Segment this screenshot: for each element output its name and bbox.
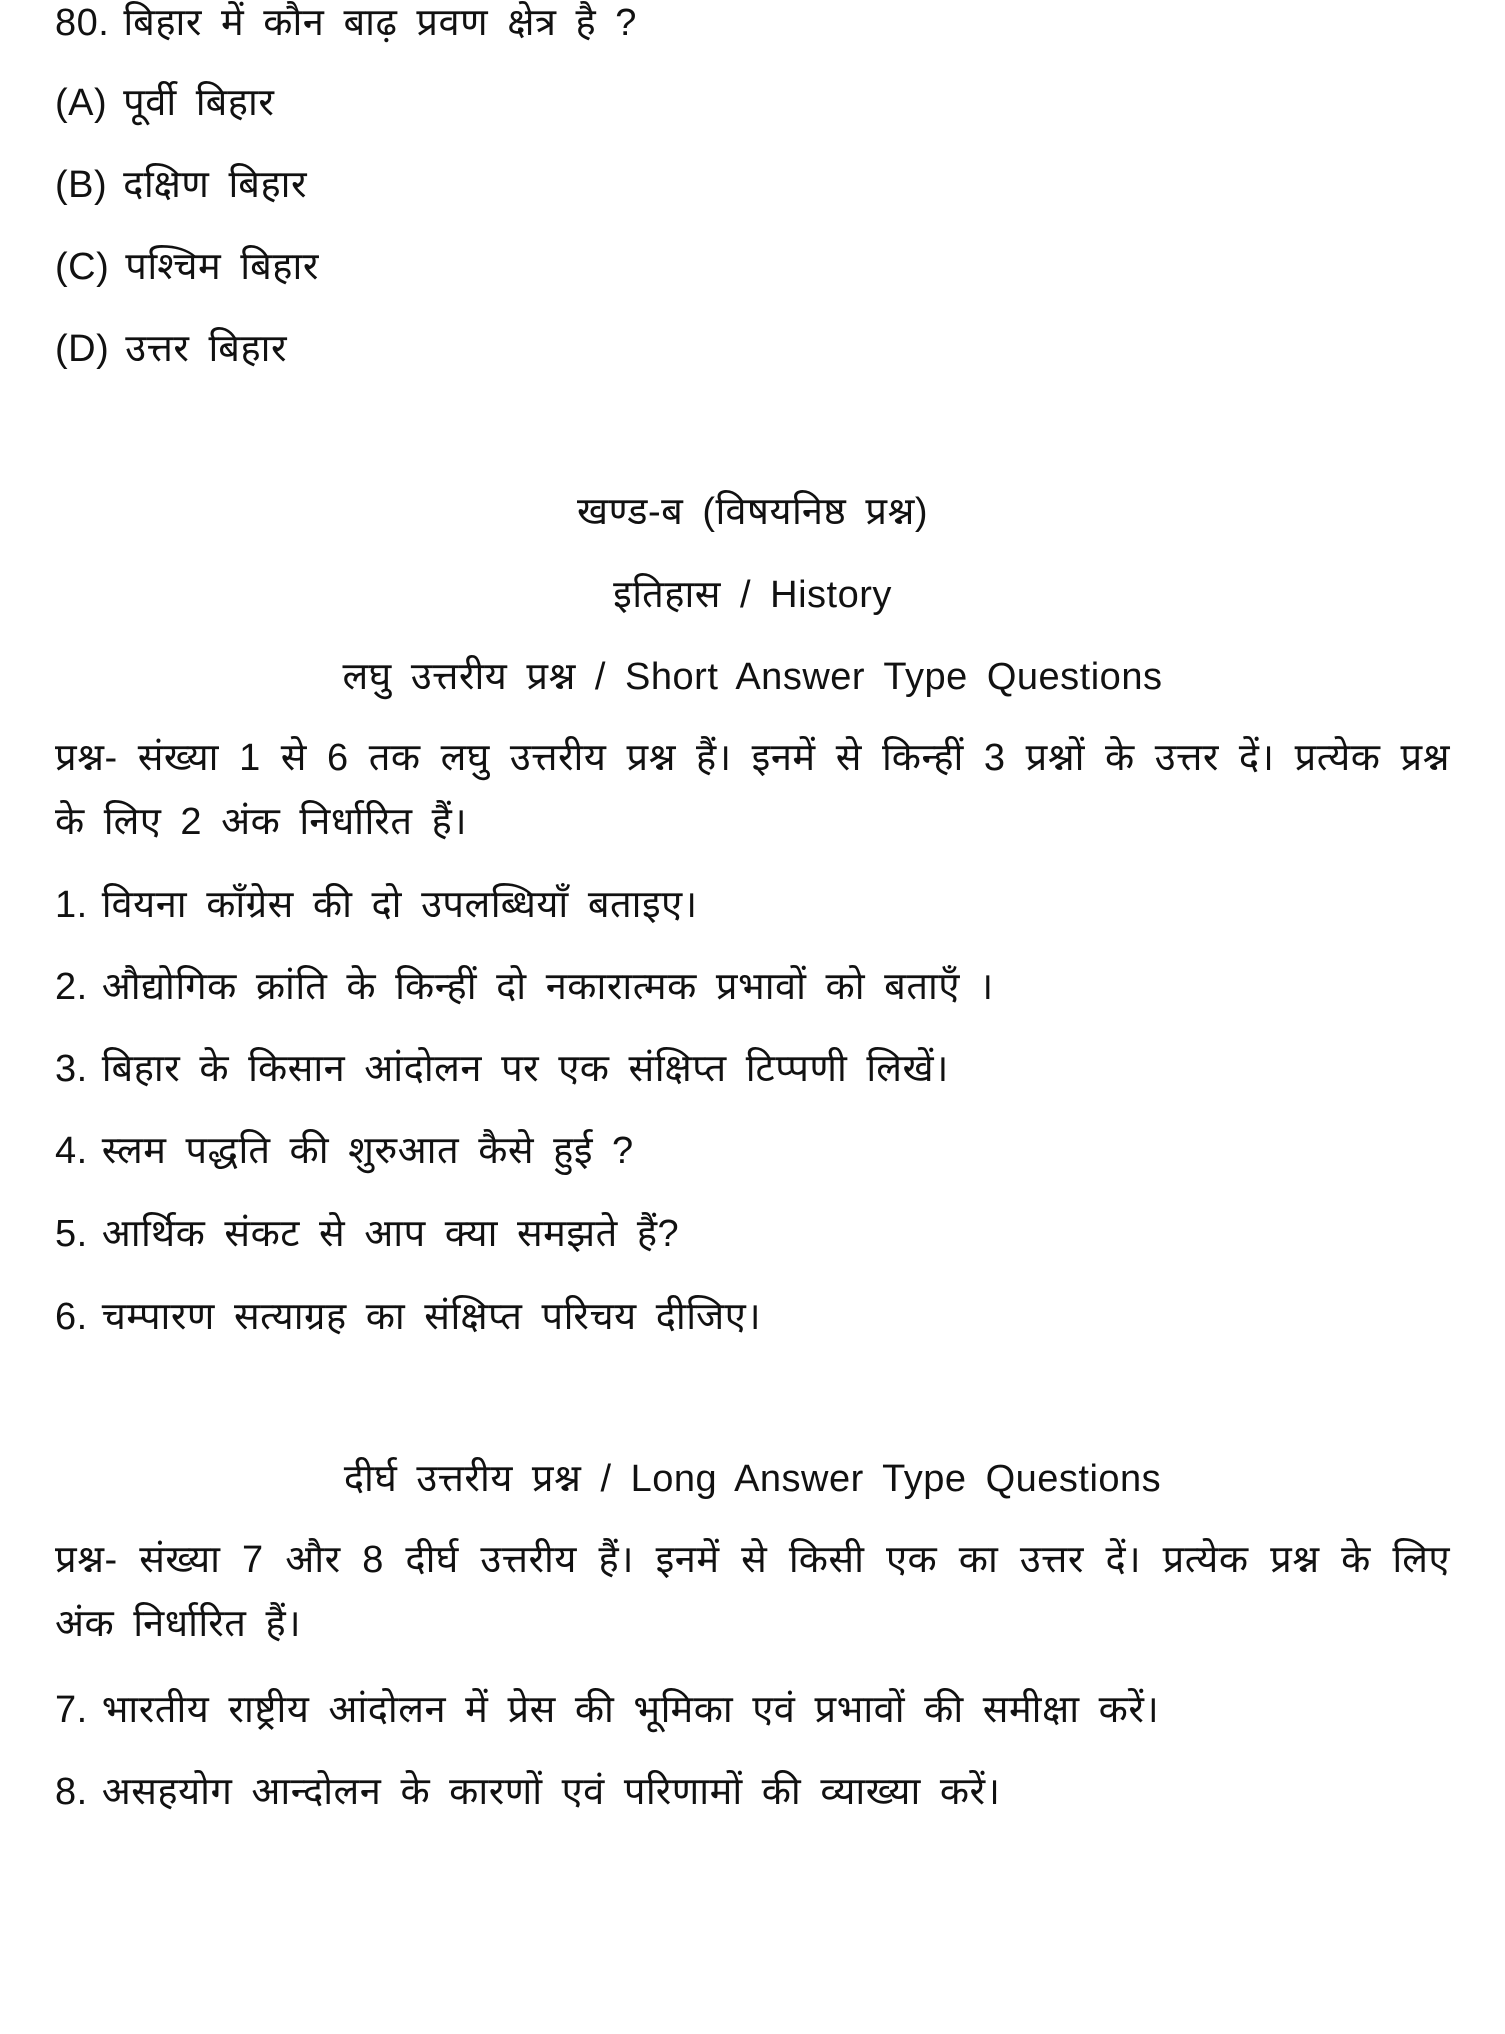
short-question-1	[55, 886, 698, 924]
question-text: स्लम पद्धति की शुरुआत कैसे हुई ?	[101, 1130, 634, 1172]
short-question-6	[55, 1298, 761, 1336]
long-answer-instructions: प्रश्न- संख्या 7 और 8 दीर्घ उत्तरीय हैं। इनमें से किसी एक का उत्तर दें। प्रत्येक प्रश्न के लिए अंक निर्धारित हैं।	[55, 1539, 1450, 1645]
option-label: (D)	[55, 328, 110, 370]
long-question-8	[55, 1773, 1001, 1811]
option-text: पूर्वी बिहार	[123, 82, 275, 124]
question-text: भारतीय राष्ट्रीय आंदोलन में प्रेस की भूमिका एवं प्रभावों की समीक्षा करें।	[101, 1689, 1160, 1731]
question-number: 1.	[55, 884, 88, 926]
question-number: 7.	[55, 1689, 88, 1731]
option-label: (A)	[55, 82, 108, 124]
long-question-7	[55, 1691, 1159, 1729]
short-question-3	[55, 1050, 949, 1088]
mcq-option-c	[55, 248, 319, 286]
question-text: बिहार में कौन बाढ़ प्रवण क्षेत्र है ?	[123, 2, 637, 44]
long-answer-heading: दीर्घ उत्तरीय प्रश्न / Long Answer Type Questions	[343, 1458, 1162, 1500]
question-number: 5.	[55, 1213, 88, 1255]
question-text: आर्थिक संकट से आप क्या समझते हैं?	[101, 1213, 680, 1255]
question-number: 80.	[55, 2, 110, 44]
subject-title: इतिहास / History	[613, 574, 892, 616]
question-number: 6.	[55, 1296, 88, 1338]
option-text: उत्तर बिहार	[125, 328, 288, 370]
option-label: (C)	[55, 246, 110, 288]
question-text: बिहार के किसान आंदोलन पर एक संक्षिप्त टिप्पणी लिखें।	[101, 1048, 949, 1090]
question-number: 3.	[55, 1048, 88, 1090]
question-number: 8.	[55, 1771, 88, 1813]
short-answer-instructions: प्रश्न- संख्या 1 से 6 तक लघु उत्तरीय प्रश्न हैं। इनमें से किन्हीं 3 प्रश्नों के उत्तर दें। प्रत्येक प्रश्न के लिए 2 अंक निर्धारित हैं।	[55, 737, 1450, 843]
question-text: चम्पारण सत्याग्रह का संक्षिप्त परिचय दीजिए।	[101, 1296, 762, 1338]
mcq-option-a	[55, 84, 274, 122]
short-question-4	[55, 1132, 634, 1170]
option-label: (B)	[55, 164, 108, 206]
question-number: 2.	[55, 966, 88, 1008]
question-text: वियना काँग्रेस की दो उपलब्धियाँ बताइए।	[101, 884, 698, 926]
question-number: 4.	[55, 1130, 88, 1172]
question-text: असहयोग आन्दोलन के कारणों एवं परिणामों की व्याख्या करें।	[101, 1771, 1001, 1813]
mcq-question-80	[55, 4, 637, 42]
option-text: पश्चिम बिहार	[125, 246, 319, 288]
mcq-option-d	[55, 330, 287, 368]
question-text: औद्योगिक क्रांति के किन्हीं दो नकारात्मक प्रभावों को बताएँ ।	[101, 966, 994, 1008]
option-text: दक्षिण बिहार	[123, 164, 308, 206]
short-answer-heading: लघु उत्तरीय प्रश्न / Short Answer Type Questions	[342, 656, 1163, 698]
short-question-5	[55, 1215, 679, 1253]
mcq-option-b	[55, 166, 307, 204]
short-question-2	[55, 968, 994, 1006]
section-title: खण्ड-ब (विषयनिष्ठ प्रश्न)	[576, 491, 929, 533]
